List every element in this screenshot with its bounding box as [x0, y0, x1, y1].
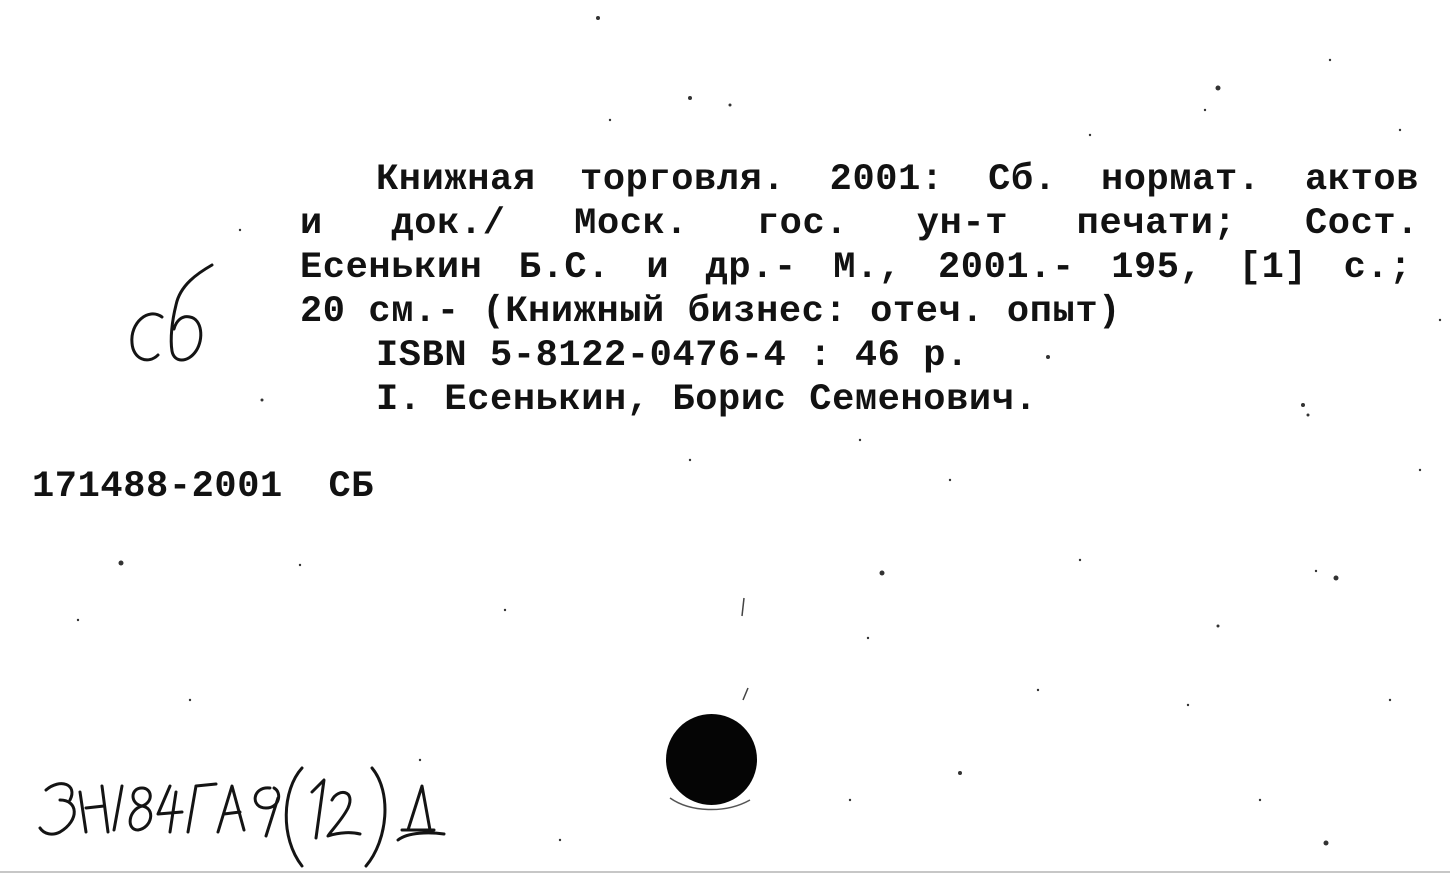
title-line-4: 20 см.- (Книжный бизнес: отеч. опыт) — [300, 291, 1121, 333]
punch-hole — [666, 714, 757, 805]
author-entry: I. Есенькин, Борис Семенович. — [376, 379, 1038, 421]
title-line-3: Есенькин Б.С. и др.- М., 2001.- 195, [1] с.; — [300, 247, 1412, 289]
title-line-1: Книжная торговля. 2001: Сб. нормат. актов — [376, 159, 1419, 201]
isbn-line: ISBN 5-8122-0476-4 : 46 р. — [376, 335, 969, 377]
handwritten-mark — [120, 255, 220, 380]
handwritten-code — [30, 748, 450, 873]
title-line-2: и док./ Моск. гос. ун-т печати; Сост. — [300, 203, 1419, 245]
catalog-number: 171488-2001 СБ — [32, 466, 375, 508]
